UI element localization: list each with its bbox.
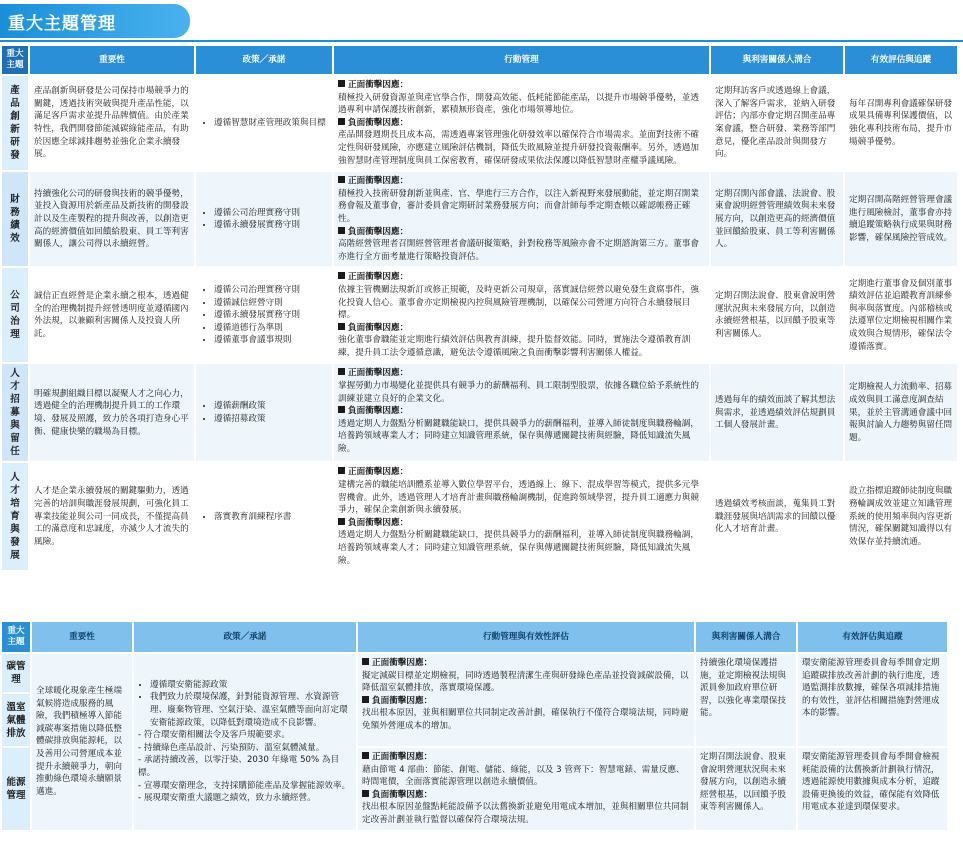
stakeholder-cell: 定期召開內部會議、法說會、股東會說明經營管理績效與未來發展方向，以創造更高的經濟價值並回饋給股東、員工等利害關係人。 [711, 172, 843, 266]
positive-text: 積極投入研發資源並與產官學合作，開發高效能、低耗能節能產品，以提升市場競爭優勢，並透過專利申請保護技術創新，累積無形資產，強化市場領導地位。 [338, 92, 699, 116]
positive-text: 掌握勞動力市場變化並提供具有競爭力的薪酬福利、員工限制型股票，依據各職位給予系統性的訓練並建立良好的企業文化。 [338, 381, 699, 404]
policy-cell [134, 654, 356, 830]
header-evaluation: 有效評估與追蹤 [845, 46, 957, 74]
negative-label: 負面衝擊因應： [348, 322, 409, 333]
policy-item: • 遵循誠信經營守則 [214, 297, 328, 310]
negative-label: 負面衝擊因應： [348, 406, 409, 417]
negative-text: 找出根本原因，並與相關單位共同制定改善計劃，確保執行不僅符合環境法規，同時避免額外營運成本的增加。 [362, 708, 689, 731]
stakeholder-cell: 透過每年的績效面談了解其想法與需求，並透過績效評估規劃員工個人發展計畫。 [711, 364, 843, 461]
negative-impact [338, 517, 705, 530]
stakeholder-cell-1: 持續強化環境保護措施，並定期檢視法規與派員參加政府單位研習，以強化專業環保技能。 [696, 654, 796, 746]
title-banner [0, 4, 190, 38]
topic-cell [2, 76, 28, 170]
negative-impact [338, 226, 705, 239]
negative-text: 產品開發週期長且成本高，需透過專案管理強化研發效率以確保符合市場需求。並面對技術不確定性與研發風險，亦應建立風險評估機制，降低失敗風險並提升研發投資報酬率。另外，透過加強智慧財產管理制度與員工保密教育，確保研發成果依法保護以降低智慧財產權爭議風險。 [338, 130, 699, 166]
header-stakeholder: 與利害關係人溝合 [696, 622, 796, 652]
importance-cell: 人才是企業永續發展的關鍵驅動力，透過完善的培訓與職涯發展規劃，可強化員工專業技能並與公司一同成長，不僅提高員工的滿意度和忠誠度，亦減少人才流失的風險。 [34, 486, 189, 547]
topic-label: 公司 治理 [10, 290, 20, 341]
title-rule [0, 40, 963, 42]
action-cell-1 [358, 654, 694, 746]
topic-label: 碳管 理 [6, 661, 26, 685]
importance-cell: 產品創新與研發是公司保持市場競爭力的關鍵，透過技術突破與提升產品性能，以滿足客戶需求並提升品牌價值。由於產業特性，我們開發節能減碳綠能產品，有助於因應全球減排趨勢並強化企業永續發展。 [34, 86, 189, 160]
positive-impact [362, 751, 690, 764]
header-action: 行動管理 [334, 46, 709, 74]
policy-list [200, 284, 328, 347]
policy-item: • 遵循道德行為準則 [214, 322, 328, 335]
header-importance: 重要性 [30, 46, 194, 74]
action-cell-2 [358, 748, 694, 830]
topic-label: 財務 績效 [10, 194, 20, 245]
topic-cell [2, 364, 28, 461]
table1-row [2, 364, 957, 461]
negative-label: 負面衝擊因應： [372, 695, 433, 706]
positive-impact [338, 175, 705, 188]
table2-header-row [2, 622, 947, 652]
stakeholder-cell: 定期拜訪客戶或透過線上會議，深入了解客戶需求，並納入研發評估；內部亦會定期召開產品專案會議，整合研發、業務等部門意見，優化產品設計與開發方向。 [715, 86, 836, 160]
header-topic: 重大 主題 [2, 622, 30, 652]
header-topic: 重大 主題 [2, 46, 28, 74]
material-topics-table-1 [0, 44, 959, 572]
negative-text: 透過定期人力盤點分析關鍵職能缺口，提供具競爭力的薪酬福利，並導入師徒制度與職務輪調，培養跨領域專業人才；同時建立知識管理系統，保存與傳遞關鍵技術與經驗，降低知識流失風險。 [338, 530, 699, 566]
policy-cell [196, 172, 332, 266]
topic-label: 人才 招募 與留 任 [10, 368, 20, 458]
material-topics-table-2 [0, 620, 949, 832]
positive-label: 正面衝擊因應： [372, 752, 433, 762]
positive-label: 正面衝擊因應： [348, 272, 409, 283]
table1-row [2, 463, 957, 570]
stakeholder-cell-2: 定期召開法說會、股東會說明營運狀況與未來發展方向，以創造永續經營根基，以回饋予股東等利害關係人。 [696, 748, 796, 830]
evaluation-cell: 定期召開高階經營管理會議進行風險檢討，董事會亦持續追蹤策略執行成果與財務影響，確保風險控管成效。 [845, 172, 957, 266]
header-evaluation: 有效評估與追蹤 [798, 622, 947, 652]
positive-text: 擬定減碳目標並定期檢視，同時透過製程清潔生產與研發綠色產品並投資減碳設備，以降低溫室氣體排放，落實環境保護。 [362, 670, 689, 694]
table1-row [2, 172, 957, 266]
evaluation-cell: 定期進行董事會及個別董事績效評估並追蹤教育訓練參與率與落實度。內部稽核或法遵單位定期檢視相關作業成效與合規情形，確保法令遵循落實。 [849, 278, 953, 352]
negative-impact [338, 322, 705, 335]
table1-row [2, 268, 957, 362]
negative-impact [338, 117, 705, 130]
importance-cell: 明確規劃組織目標以凝聚人才之向心力，透過健全的治理機制提升員工的工作環境、發展及照護，致力於各項打造身心平衡、健康快樂的職場為目標。 [30, 364, 194, 461]
policy-item: • 遵循永續發展實務守則 [214, 219, 328, 232]
policy-item: - 宣導環安衛理念，支持採購節能產品及掌握能源效率。 [138, 780, 351, 791]
topic-label: 能源 管理 [6, 776, 26, 801]
policy-cell [196, 364, 332, 461]
table1-header-row [2, 46, 957, 74]
positive-impact [338, 367, 705, 380]
topic-label: 人才 培育 與發 展 [10, 472, 20, 562]
negative-text: 高階經營管理者召開經營管理者會議研擬策略，針對稅務等風險亦會不定期諮詢第三方。董事會亦進行全方面考量進行策略投資評估。 [338, 239, 699, 262]
evaluation-cell: 定期檢視人力流動率、招募成效與員工滿意度調查結果，並於主管溝通會議中回報與討論人力趨勢與留任問題。 [845, 364, 957, 461]
evaluation-cell: 設立指標追蹤師徒制度與職務輪調成效並建立知識管理系統的使用頻率與內容更新情況，確保關鍵知識得以有效保存並持續流通。 [849, 486, 953, 547]
policy-item: • 遵循環安衛能源政策 [150, 679, 352, 692]
policy-cell [196, 76, 332, 170]
negative-label: 負面衝擊因應： [348, 517, 409, 528]
positive-text: 藉由節電 4 部曲：節能、創電、儲能、綠能，以及 3 管齊下：智慧電錶、需量反應、時間電價，全面落實能源管理以創造永續價值。 [362, 764, 685, 788]
positive-text: 積極投入技術研發創新並與產、官、學進行三方合作，以注入新視野來發展動能，並定期召開業務會報及董事會，審計委員會定期研討業務發展方向；而會計師每季定期查帳以確認帳務正確性。 [338, 188, 699, 224]
header-action: 行動管理與有效性評估 [358, 622, 694, 652]
policy-item: - 符合環安衛相關法令及客戶規範要求。 [138, 730, 290, 741]
negative-text: 找出根本原因並盤點耗能設備予以汰舊換新並避免用電成本增加，並與相關單位共同制定改善計劃並執行監督以確保符合環境法規。 [362, 802, 689, 825]
policy-list [200, 511, 328, 524]
policy-list [200, 207, 328, 232]
positive-label: 正面衝擊因應： [348, 467, 409, 478]
negative-impact [338, 405, 705, 418]
positive-label: 正面衝擊因應： [348, 80, 409, 90]
policy-cell [196, 463, 332, 570]
header-stakeholder: 與利害關係人溝合 [711, 46, 843, 74]
action-cell [334, 364, 709, 461]
topic-cell [2, 268, 28, 362]
positive-impact [338, 79, 705, 92]
importance-cell: 全球暖化現象產生極端氣候將造成服務的風險，我們積極導入節能減碳專案措施以降低整體碳排放與能源耗，以及善用公司營運成本並提升永續競爭力，朝向推動綠色環境永續願景邁進。 [32, 654, 132, 830]
negative-label: 負面衝擊因應： [348, 226, 409, 237]
action-cell [334, 76, 709, 170]
negative-impact [362, 789, 690, 802]
negative-label: 負面衝擊因應： [348, 117, 409, 128]
policy-list [200, 400, 328, 425]
action-cell [334, 172, 709, 266]
policy-list [138, 679, 352, 805]
policy-item: • 遵循招募政策 [214, 413, 328, 426]
table1-row [2, 76, 957, 170]
topic-cell [2, 172, 28, 266]
positive-text: 依據主管機關法規新訂或修正規範，及時更新公司規章，落實誠信經營以避免發生貪腐事件，強化投資人信心。董事會亦定期檢視內控與風險管理機制，以確保公司營運方向符合永續發展目標。 [338, 284, 699, 321]
header-policy: 政策／承諾 [134, 622, 356, 652]
evaluation-cell-2: 環安衛能源管理委員會每季開會檢視耗能設備的汰舊換新計劃執行情況，透過能源使用數據與成本分析，追蹤設備更換後的效益，確保能有效降低用電成本並達到環保要求。 [798, 748, 947, 830]
stakeholder-cell: 透過績效考核面談，蒐集員工對職涯發展與培訓需求的回饋以優化人才培育計畫。 [715, 498, 836, 535]
topic-energy [2, 748, 30, 830]
importance-cell: 持續強化公司的研發與技術的競爭優勢，並投入資源用於新產品及新技術的開發設計以及生產製程的提升與改善，以創造更高的經濟價值如回饋給股東、員工等利害關係人，讓公司得以永續經營。 [30, 172, 194, 266]
policy-list [200, 117, 328, 130]
policy-item: - 展現環安衛重大議題之績效，致力永續經營。 [138, 793, 316, 804]
policy-item: • 落實教育訓練程序書 [214, 511, 328, 524]
policy-cell [196, 268, 332, 362]
positive-label: 正面衝擊因應： [372, 658, 433, 668]
policy-item: • 遵循董事會議事規則 [214, 334, 328, 347]
topic-ghg [2, 694, 30, 746]
positive-impact [362, 657, 690, 670]
positive-text: 建構完善的職能培訓體系並導入數位學習平台，透過線上、線下、混成學習等模式，提供多元學習機會。此外，透過管理人才培育計畫與職務輪調機制，促進跨領域學習，提升員工適應力與競爭力，確保企業創新與永續發展。 [338, 480, 699, 516]
evaluation-cell: 每年召開專利會議確保研發成果具備專利保護價值，以強化專利技術布局，提升市場競爭優勢。 [849, 98, 953, 147]
importance-cell: 誠信正直經營是企業永續之根本，透過健全的治理機制提升經營透明度並遵循國內外法規，以兼顧利害關係人及投資人所託。 [34, 291, 189, 339]
positive-impact [338, 271, 705, 284]
negative-text: 強化董事會職能並定期進行績效評估與教育訓練，提升監督效能。同時，實施法令遵循教育訓練，提升員工法令遵循意識，避免法令遵循風險之負面衝擊影響利害關係人權益。 [338, 335, 691, 358]
policy-item: • 遵循薪酬政策 [214, 400, 328, 413]
negative-text: 透過定期人力盤點分析關鍵職能缺口，提供具競爭力的薪酬福利，並導入師徒制度與職務輪調，培養跨領域專業人才；同時建立知識管理系統，保存與傳遞關鍵技術與經驗，降低知識流失風險。 [338, 418, 699, 455]
positive-label: 正面衝擊因應： [348, 176, 409, 187]
evaluation-cell-1: 環安衛能源管理委員會每季開會定期追蹤碳排放改善計劃的執行進度，透過監測排放數據，確保各項減排措施的有效性，並評估相關措施對營運成本的影響。 [798, 654, 947, 746]
header-importance: 重要性 [32, 622, 132, 652]
positive-label: 正面衝擊因應： [348, 368, 409, 379]
policy-item: - 承諾持續改善，以零汙染、2030 年綠電 50% 為目標。 [138, 755, 340, 778]
page-title: 重大主題管理 [8, 14, 116, 34]
negative-label: 負面衝擊因應： [372, 789, 433, 800]
action-cell [334, 268, 709, 362]
stakeholder-cell: 定期召開法說會、股東會說明營運狀況與未來發展方向，以創造永續經營根基，以回饋予股東等利害關係人。 [715, 291, 836, 339]
action-cell [334, 463, 709, 570]
policy-item: • 遵循公司治理實務守則 [214, 207, 328, 220]
policy-item: - 持續綠色產品設計、污染預防、溫室氣體減量。 [138, 742, 325, 753]
topic-label: 產品 創新 研發 [10, 85, 20, 162]
topic-cell [2, 463, 28, 570]
negative-impact [362, 695, 690, 708]
policy-item: • 我們致力於環境保護，針對能資源管理、水資源管理、廢棄物管理、空氣汙染、溫室氣體等面向訂定環安衛能源政策，以降低對環境造成不良影響。 [150, 691, 352, 729]
policy-item: • 遵循永續發展實務守則 [214, 309, 328, 322]
table2-row-1 [2, 654, 947, 692]
policy-item: • 遵循智慧財產管理政策與目標 [214, 117, 328, 130]
positive-impact [338, 466, 705, 479]
topic-label: 溫室 氣體 排放 [6, 701, 26, 739]
policy-item: • 遵循公司治理實務守則 [214, 284, 328, 297]
topic-carbon [2, 654, 30, 692]
header-policy: 政策／承諾 [196, 46, 332, 74]
